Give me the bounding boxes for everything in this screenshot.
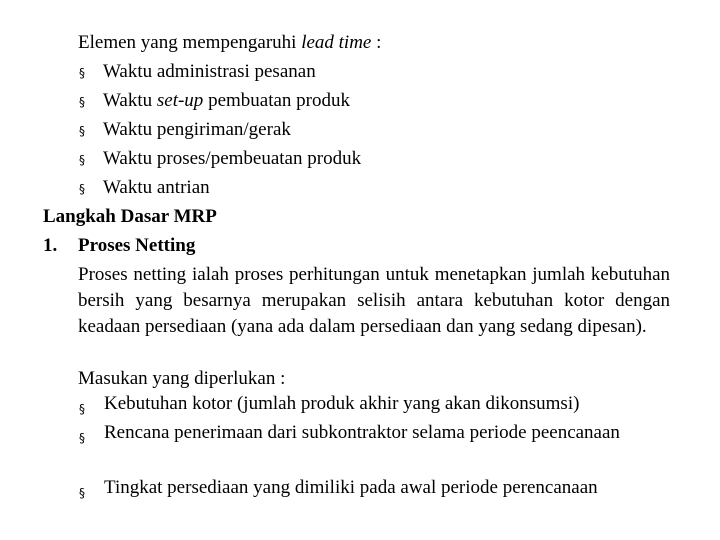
intro-prefix: Elemen yang mempengaruhi (78, 32, 302, 53)
list-item: Waktu antrian (103, 177, 210, 198)
bullet-icon: § (79, 182, 85, 196)
bullet-icon: § (79, 66, 85, 80)
list-item: Tingkat persediaan yang dimiliki pada awal periode perencanaan (104, 477, 598, 498)
step-description: Proses netting ialah proses perhitungan untuk menetapkan jumlah kebutuhan bersih yang besarnya merupakan selisih antara kebutuhan kotor dengan keadaan persediaan (yana ada dalam persediaan dan yang sedang dipesan). (78, 264, 670, 337)
list-item: Waktu pengiriman/gerak (103, 119, 291, 140)
list-item: Waktu proses/pembeuatan produk (103, 148, 362, 169)
bullet-icon: § (79, 402, 85, 416)
bullet-icon: § (79, 486, 85, 500)
intro-line (78, 28, 381, 57)
bullet-icon: § (79, 153, 85, 167)
list-item: Rencana penerimaan dari subkontraktor selama periode peencanaan (104, 422, 620, 443)
list-item: Kebutuhan kotor (jumlah produk akhir yang akan dikonsumsi) (104, 393, 580, 414)
list-item-suffix: pembuatan produk (203, 90, 350, 111)
list-item: Waktu administrasi pesanan (103, 61, 316, 82)
bullet-icon: § (79, 431, 85, 445)
step-number: 1. (43, 235, 58, 256)
list-item-prefix: Waktu (103, 90, 157, 111)
bullet-icon: § (79, 95, 85, 109)
section-heading: Langkah Dasar MRP (43, 206, 217, 227)
intro-suffix: : (371, 32, 382, 53)
list-item-italic-term: set-up (156, 90, 204, 111)
inputs-label: Masukan yang diperlukan : (78, 368, 286, 389)
step-title: Proses Netting (78, 235, 196, 256)
bullet-icon: § (79, 124, 85, 138)
intro-italic-term: lead time (301, 32, 372, 53)
list-item (103, 86, 350, 115)
